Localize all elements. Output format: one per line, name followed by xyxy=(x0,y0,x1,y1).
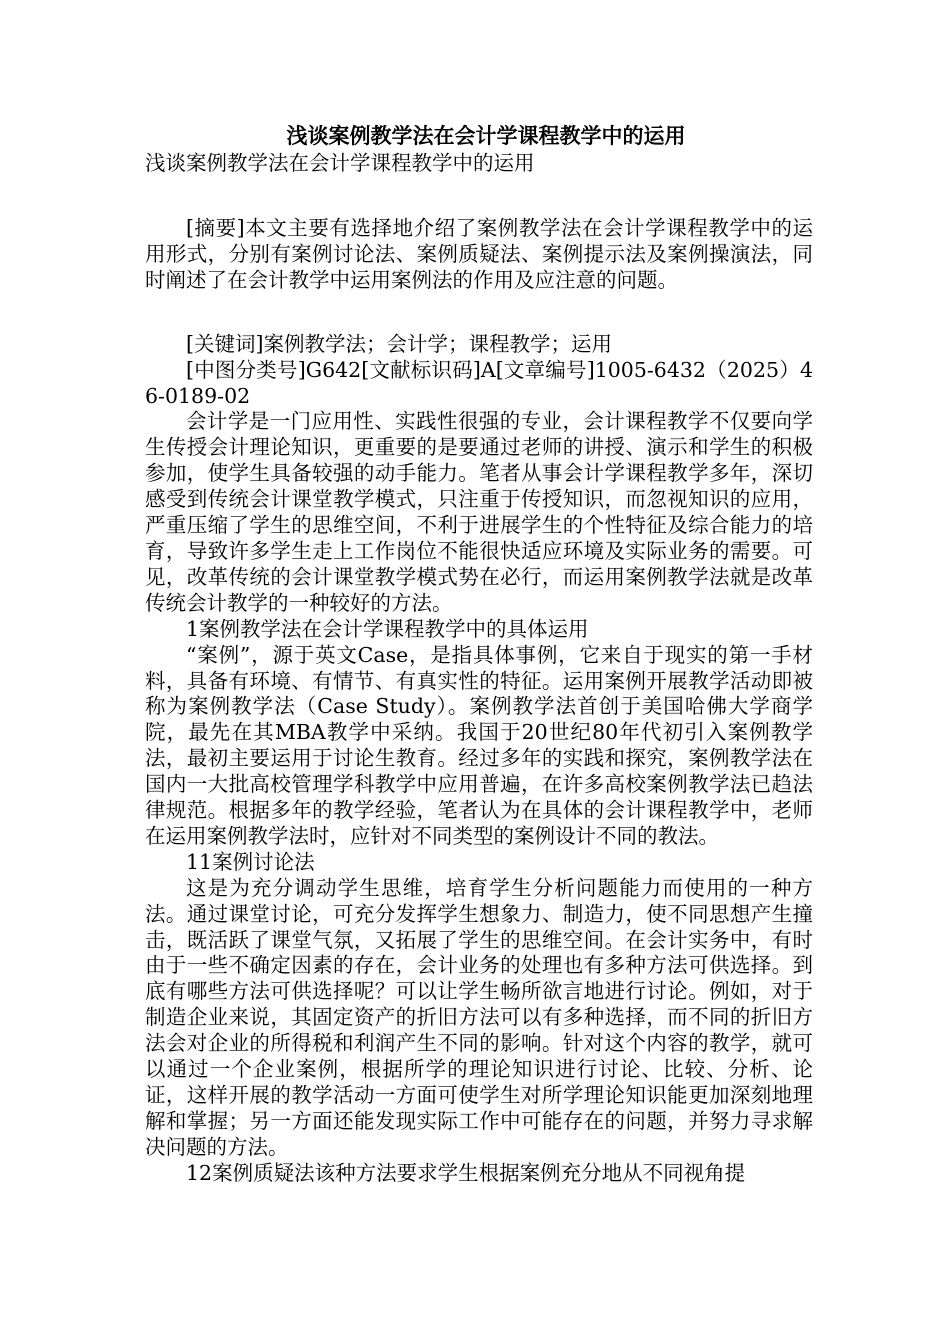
section-1-1-paragraph: 这是为充分调动学生思维，培育学生分析问题能力而使用的一种方法。通过课堂讨论，可充分发挥学生想象力、制造力，使不同思想产生撞击，既活跃了课堂气氛，又拓展了学生的思维空间。在会计实务中，有时由于一些不确定因素的存在，会计业务的处理也有多种方法可供选择。到底有哪些方法可供选择呢？可以让学生畅所欲言地进行讨论。例如，对于制造企业来说，其固定资产的折旧方法可以有多种选择，而不同的折旧方法会对企业的所得税和利润产生不同的影响。针对这个内容的教学，就可以通过一个企业案例，根据所学的理论知识进行讨论、比较、分析、论证，这样开展的教学活动一方面可使学生对所学理论知识能更加深刻地理解和掌握；另一方面还能发现实际工作中可能存在的问题，并努力寻求解决问题的方法。 xyxy=(145,875,813,1159)
section-1-paragraph: “案例”，源于英文Case，是指具体事例，它来自于现实的第一手材料，具备有环境、有情节、有真实性的特征。运用案例开展教学活动即被称为案例教学法（Case Study）。案例教学法首创于美国哈佛大学商学院，最先在其MBA教学中采纳。我国于20世纪80年代初引入案例教学法，最初主要运用于讨论生教育。经过多年的实践和探究，案例教学法在国内一大批高校管理学科教学中应用普遍，在许多高校案例教学法已趋法律规范。根据多年的教学经验，笔者认为在具体的会计课程教学中，老师在运用案例教学法时，应针对不同类型的案例设计不同的教法。 xyxy=(145,642,813,848)
abstract-paragraph: [摘要]本文主要有选择地介绍了案例教学法在会计学课程教学中的运用形式，分别有案例讨论法、案例质疑法、案例提示法及案例操演法，同时阐述了在会计教学中运用案例法的作用及应注意的问题。 xyxy=(145,216,813,292)
classification-line: [中图分类号]G642[文献标识码]A[文章编号]1005-6432（2025）46-0189-02 xyxy=(145,357,813,408)
section-1-2-paragraph: 12案例质疑法该种方法要求学生根据案例充分地从不同视角提 xyxy=(186,1160,746,1185)
document-title: 浅谈案例教学法在会计学课程教学中的运用 xyxy=(286,124,686,148)
section-1-heading: 1案例教学法在会计学课程教学中的具体运用 xyxy=(186,616,589,641)
spacer xyxy=(145,176,813,216)
document-subtitle: 浅谈案例教学法在会计学课程教学中的运用 xyxy=(145,151,535,175)
keywords-line: [关键词]案例教学法；会计学；课程教学；运用 xyxy=(186,331,612,356)
intro-paragraph: 会计学是一门应用性、实践性很强的专业，会计课程教学不仅要向学生传授会计理论知识，更重要的是要通过老师的讲授、演示和学生的积极参加，使学生具备较强的动手能力。笔者从事会计学课程教学多年，深切感受到传统会计课堂教学模式，只注重于传授知识，而忽视知识的应用，严重压缩了学生的思维空间，不利于进展学生的个性特征及综合能力的培育，导致许多学生走上工作岗位不能很快适应环境及实际业务的需要。可见，改革传统的会计课堂教学模式势在必行，而运用案例教学法就是改革传统会计教学的一种较好的方法。 xyxy=(145,409,813,615)
spacer xyxy=(145,294,813,332)
document-page xyxy=(145,122,813,1187)
section-1-1-heading: 11案例讨论法 xyxy=(186,849,315,874)
